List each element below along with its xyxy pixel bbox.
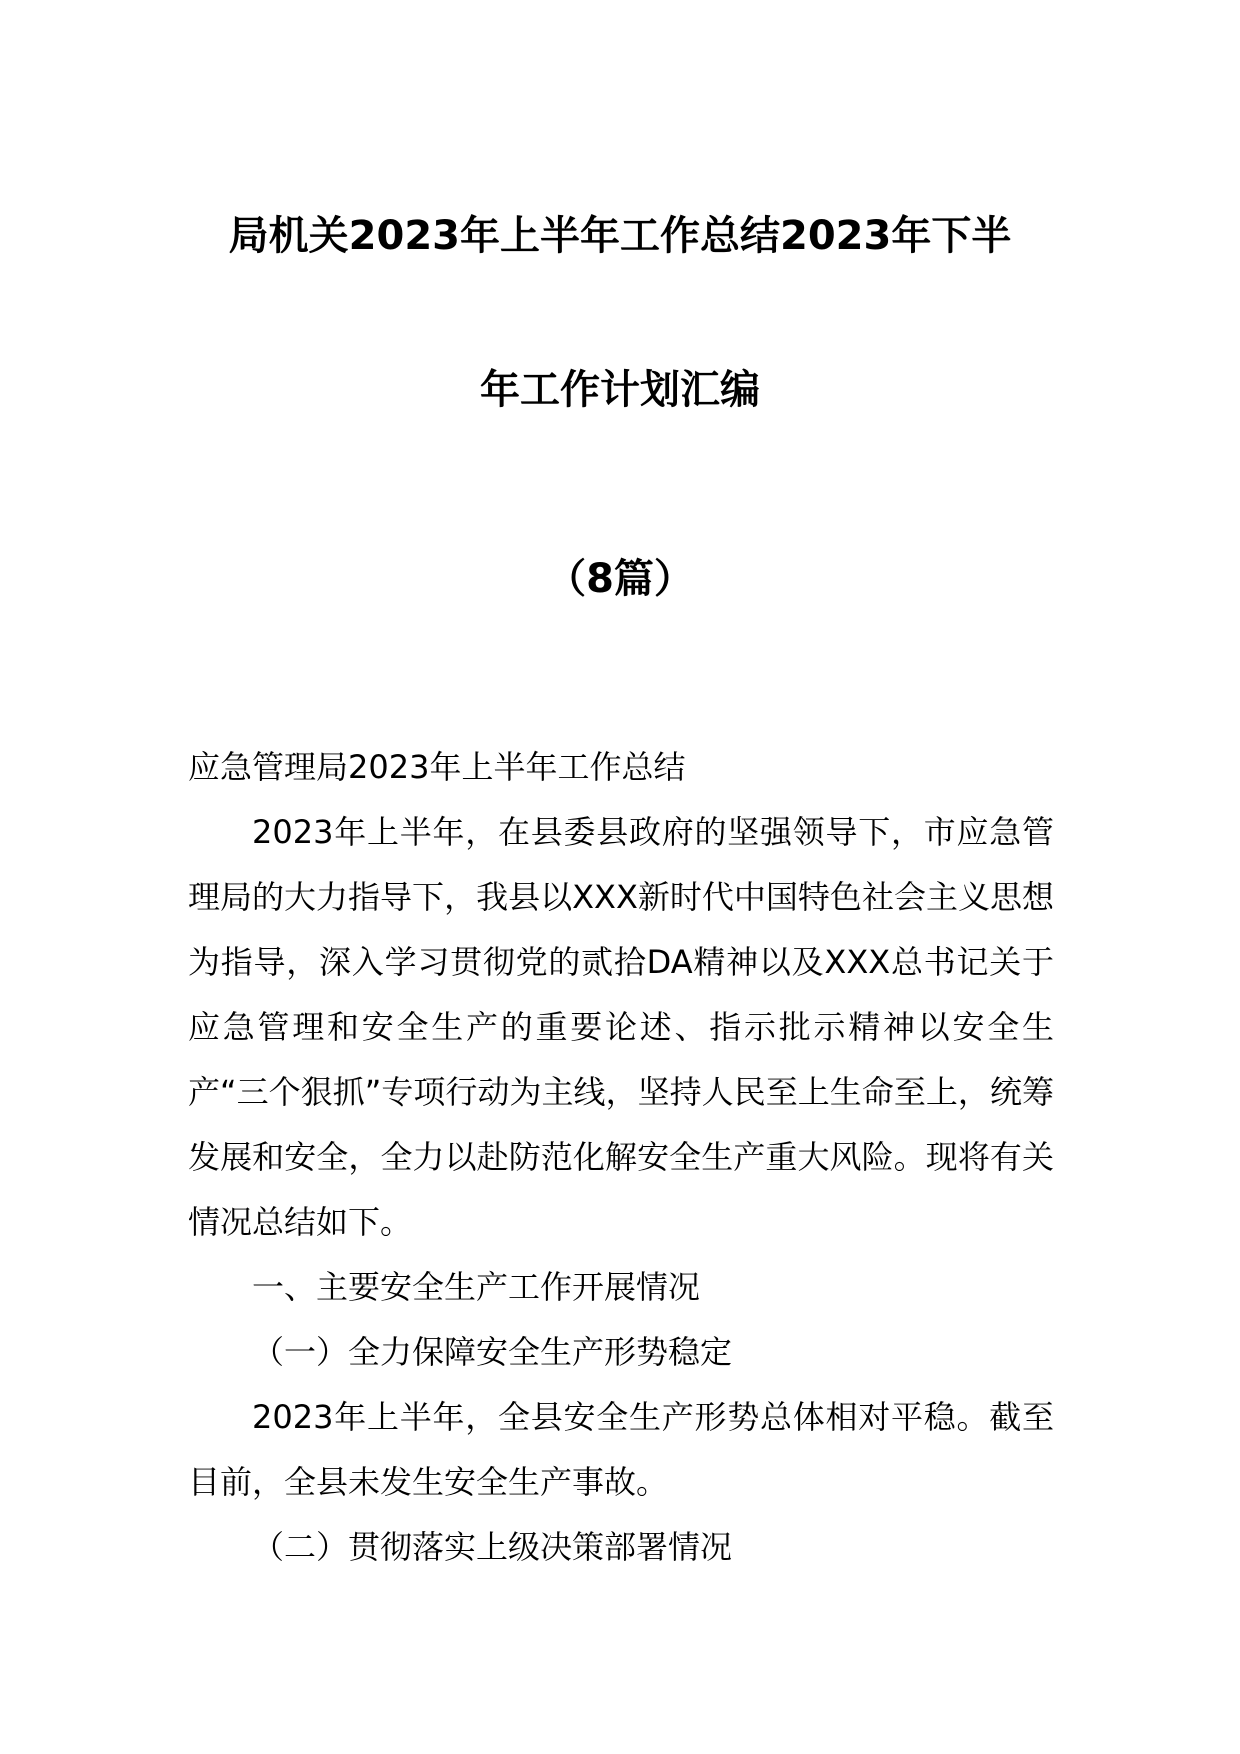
document-body <box>188 735 1054 1580</box>
body-paragraph-safety-status: 2023年上半年，全县安全生产形势总体相对平稳。截至目前，全县未发生安全生产事故。 <box>188 1398 1054 1501</box>
heading-level-2-second: （二）贯彻落实上级决策部署情况 <box>252 1528 733 1566</box>
document-title-line-1: 局机关2023年上半年工作总结2023年下半 <box>228 213 1012 259</box>
document-title-line-2: 年工作计划汇编 <box>480 367 760 413</box>
body-paragraph-intro: 2023年上半年，在县委县政府的坚强领导下，市应急管理局的大力指导下，我县以XXX新时代中国特色社会主义思想为指导，深入学习贯彻党的贰拾DA精神以及XXX总书记关于应急管理和安全生产的重要论述、指示批示精神以安全生产“三个狠抓”专项行动为主线，坚持人民至上生命至上，统筹发展和安全，全力以赴防范化解安全生产重大风险。现将有关情况总结如下。 <box>188 813 1054 1241</box>
document-subtitle: （8篇） <box>546 556 694 602</box>
heading-level-2-first: （一）全力保障安全生产形势稳定 <box>252 1333 733 1371</box>
heading-level-1: 一、主要安全生产工作开展情况 <box>252 1268 701 1306</box>
section-title: 应急管理局2023年上半年工作总结 <box>188 748 686 786</box>
